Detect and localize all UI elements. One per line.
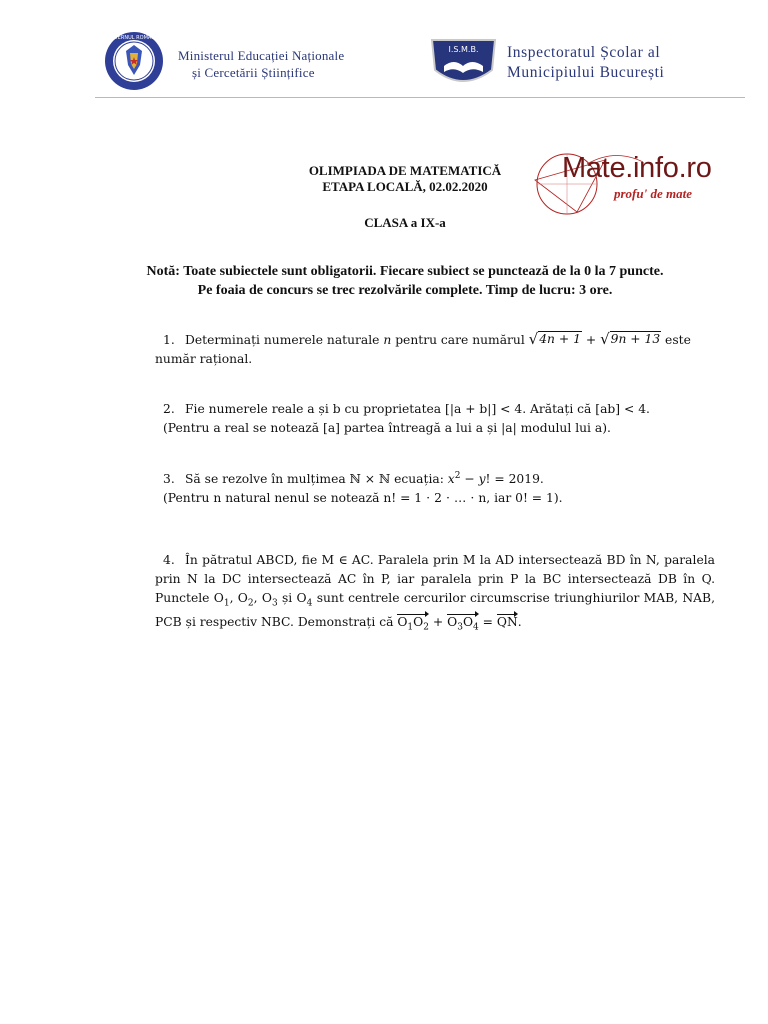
problem-1 [155,331,715,369]
equation-x: x [447,472,455,487]
vec2-sub-a: 3 [457,622,463,633]
vec1-sub-a: 1 [407,622,414,633]
problem-4 [155,551,715,638]
header-divider [95,97,745,98]
vec2-b: O [462,615,474,630]
crest-ring-text: GUVERNUL ROMÂNIEI [106,35,162,41]
problem-4-text-b: sunt centrele cercurilor circumscrise triunghiurilor MAB, NAB, PCB și respectiv NBC. Demonstrați că [155,591,715,630]
sub-1: 1 [223,598,230,609]
radicand-2: 9n + 13 [610,332,661,346]
vec1-b: O [413,615,424,630]
ministry-name-line2: și Cercetării Științifice [192,65,315,80]
ministry-name-line1: Ministerul Educației Naționale [178,48,345,63]
olympiad-title-line2: ETAPA LOCALĂ, 02.02.2020 [322,179,488,194]
sep-2: , O [253,591,272,605]
vector-o1o2 [397,613,429,637]
olympiad-title [255,163,555,195]
problem-1-text-c: este [661,333,691,347]
vector-qn: QN [497,613,518,632]
vector-plus: + [428,615,448,630]
vec1-a: O [397,615,408,630]
sqrt-expression-1: √ 4n + 1 [528,330,581,348]
equation-rhs: ! = 2019. [485,472,544,487]
inspectorate-name-line2: Municipiului București [507,64,665,81]
sep-1: , O [229,591,248,605]
problem-4-end: . [517,615,522,630]
vector-o3o4 [447,613,479,637]
instructions-line1: Notă: Toate subiectele sunt obligatorii. Fiecare subiect se punctează de la 0 la 7 puncte. [146,264,664,279]
instructions-line2: Pe foaia de concurs se trec rezolvările complete. Timp de lucru: 3 ore. [197,283,613,298]
equation-y: y [478,472,486,487]
problem-1-variable: n [383,333,392,347]
sep-3: și O [277,591,307,605]
equation-exponent: 2 [454,471,461,481]
problem-3-line2: (Pentru n natural nenul se notează n! = 1 ⋅ 2 ⋅ … ⋅ n, iar 0! = 1). [163,491,563,506]
problem-4-number: 4. [163,553,175,567]
sqrt-expression-2: √ 9n + 13 [600,330,661,348]
plus-sign: + [581,333,601,347]
mateinfo-logo-name: Mate.info.ro [562,152,712,184]
sub-3: 3 [271,598,278,609]
class-title: CLASA a IX-a [364,215,446,230]
problem-2-number: 2. [163,402,175,416]
problem-2-line1: Fie numerele reale a și b cu proprietatea [|a + b|] < 4. Arătați că [ab] < 4. [185,402,650,416]
instructions-note [95,262,715,300]
problem-1-number: 1. [163,333,175,347]
problem-1-text: Determinați numerele naturale [185,333,384,347]
vec2-sub-b: 4 [473,622,479,633]
problem-3-number: 3. [163,472,175,487]
radicand-1: 4n + 1 [539,332,581,346]
mateinfo-logo-tagline: profu' de mate [614,186,692,201]
equation-minus: − [460,472,479,487]
problem-3 [155,467,715,508]
problem-2-line2: (Pentru a real se notează [a] partea întreagă a lui a și |a| modulul lui a). [163,421,611,435]
vec1-sub-b: 2 [423,622,429,633]
problem-2 [155,400,715,438]
olympiad-title-line1: OLIMPIADA DE MATEMATICĂ [308,163,502,178]
problem-3-line1: Să se rezolve în mulțimea ℕ × ℕ ecuația: [185,472,448,487]
ismb-logo-text: I.S.M.B. [448,45,479,54]
vec2-a: O [447,615,458,630]
inspectorate-name-line1: Inspectoratul Școlar al [507,44,661,61]
problem-4-text-a: În pătratul ABCD, fie M ∈ AC. Paralela prin M la AD intersectează BD în N, paralela prin N la DC intersectează AC în P, iar paralela prin P la BC intersectează DB în Q. Punctele O [155,553,715,605]
ministry-name [178,47,344,81]
sub-4: 4 [306,598,313,609]
sub-2: 2 [247,598,254,609]
inspectorate-name [507,43,664,83]
vector-equals: = [478,615,497,630]
government-crest-logo [102,31,167,92]
problem-1-text-b: pentru care numărul [391,333,529,347]
ismb-logo [428,36,499,90]
problem-1-line2: număr rațional. [155,352,253,366]
